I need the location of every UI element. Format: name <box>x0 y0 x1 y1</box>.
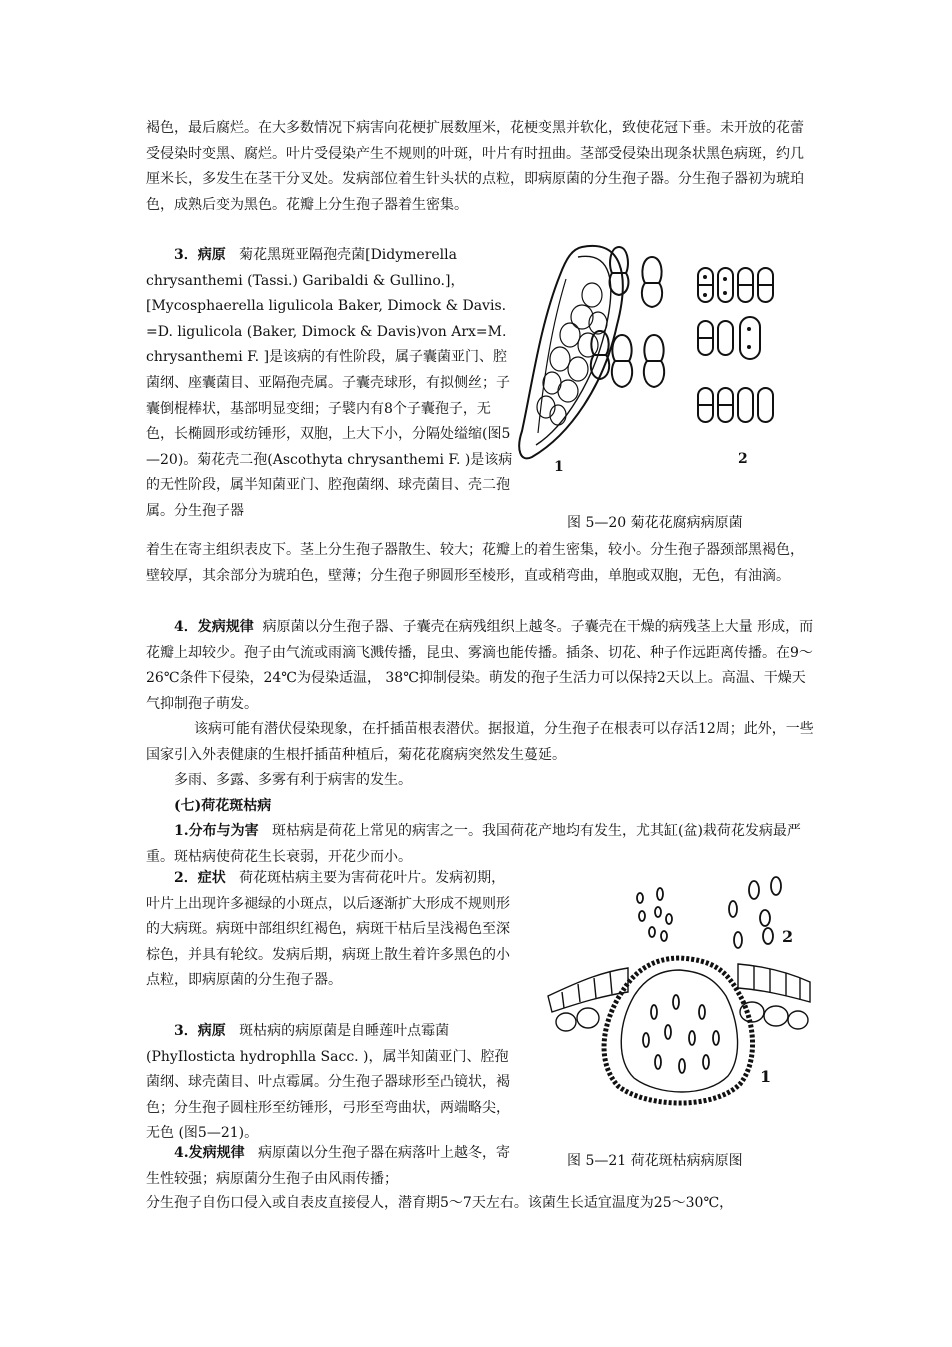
lotus-epidemiology-text: 病原菌以分生孢子器在病落叶上越冬，寄生性较强；病原菌分生孢子由风雨传播； <box>146 1145 510 1187</box>
lotus-distribution-heading: 1.分布与为害 <box>174 823 259 839</box>
section-epidemiology-heading: 4．发病规律 <box>174 619 254 635</box>
lotus-epidemiology-cont: 分生孢子自伤口侵入或自表皮直接侵人，潜育期5～7天左右。该菌生长适宜温度为25～30℃， <box>146 1195 734 1211</box>
lotus-pathogen-text: 斑枯病的病原菌是自睡莲叶点霉菌(PhyIlosticta hydrophlla Sacc. )，属半知菌亚门、腔孢菌纲、球壳菌目、叶点霉属。分生孢子器球形至凸镜状，褐色；分生孢子圆柱形至纺锤形，弓形至弯曲状，两端略尖，无色 (图5—21)。 <box>146 1023 510 1142</box>
lotus-symptoms-heading: 2．症状 <box>174 870 226 886</box>
section-lotus-heading: (七)荷花斑枯病 <box>174 798 272 814</box>
lotus-distribution-text: 斑枯病是荷花上常见的病害之一。我国荷花产地均有发生，尤其缸(盆)栽荷花发病最严重。斑枯病使荷花生长衰弱，开花少而小。 <box>146 823 801 865</box>
figure-5-20-label-2: 2 <box>738 451 748 467</box>
section-pathogen-heading: 3．病原 <box>174 247 226 263</box>
section-pathogen <box>146 243 518 525</box>
lotus-distribution <box>146 819 816 870</box>
paragraph-latent-infection: 该病可能有潜伏侵染现象，在扦插苗根表潜伏。据报道，分生孢子在根表可以存活12周；此外，一些国家引入外表健康的生根扦插苗种植后，菊花花腐病突然发生蔓延。 <box>146 721 814 763</box>
figure-5-21-label-1: 1 <box>760 1067 772 1086</box>
figure-5-20-label-1: 1 <box>554 459 564 475</box>
figure-5-21-label-2: 2 <box>782 927 794 946</box>
lotus-pathogen-heading: 3．病原 <box>174 1023 226 1039</box>
figure-5-20-caption: 图 5—20 菊花花腐病病原菌 <box>567 515 743 531</box>
paragraph-symptoms-cont: 褐色，最后腐烂。在大多数情况下病害向花梗扩展数厘米，花梗变黑并软化，致使花冠下垂。未开放的花蕾受侵染时变黑、腐烂。叶片受侵染产生不规则的叶斑，叶片有时扭曲。茎部受侵染出现条状黑色病斑，约几厘米长，多发生在茎干分叉处。发病部位着生针头状的点粒，即病原菌的分生孢子器。分生孢子器初为琥珀色，成熟后变为黑色。花瓣上分生孢子器着生密集。 <box>146 120 804 213</box>
paragraph-rain: 多雨、多露、多雾有利于病害的发生。 <box>174 772 412 788</box>
lotus-pathogen <box>146 1019 518 1147</box>
lotus-epidemiology <box>146 1141 518 1192</box>
section-pathogen-text: 菊花黑斑亚隔孢壳菌[Didymerella chrysanthemi (Tassi.) Garibaldi & Gullino.]，[Mycosphaerella ligulicola Baker, Dimock & Davis. =D. ligulicola (Baker, Dimock & Davis)von Arx=M. chrysanthemi F. ]是该病的有性阶段，属子囊菌亚门、腔菌纲、座囊菌目、亚隔孢壳属。子囊壳球形，有拟侧丝；子囊倒棍棒状，基部明显变细；子襞内有8个子囊孢子，无色，长椭圆形或纺锤形，双胞，上大下小，分隔处缢缩(图5—20)。菊花壳二孢(Ascothyta chrysanthemi F. )是该病的无性阶段，属半知菌亚门、腔孢菌纲、球壳菌目、壳二孢属。分生孢子器 <box>146 247 513 519</box>
lotus-epidemiology-heading: 4.发病规律 <box>174 1145 245 1161</box>
section-epidemiology-text: 病原菌以分生孢子器、子囊壳在病残组织上越冬。子囊壳在干燥的病残茎上大量 形成，而花瓣上却较少。孢子由气流或雨滴飞溅传播，昆虫、雾滴也能传播。插条、切花、种子作远距离传播。在9～26℃条件下侵染，24℃为侵染适温， 38℃抑制侵染。萌发的孢子生活力可以保持2天以上。高温、干燥天气抑制孢子萌发。 <box>146 619 814 712</box>
section-pathogen-cont: 着生在寄主组织表皮下。茎上分生孢子器散生、较大；花瓣上的着生密集，较小。分生孢子器颈部黑褐色，壁较厚，其余部分为琥珀色，壁薄；分生孢子卵圆形至棱形，直或稍弯曲，单胞或双胞，无色，有油滴。 <box>146 542 804 584</box>
figure-5-21-drawing <box>542 872 814 1117</box>
figure-5-20-drawing <box>512 235 812 500</box>
section-epidemiology <box>146 615 816 717</box>
lotus-symptoms <box>146 866 518 994</box>
lotus-symptoms-text: 荷花斑枯病主要为害荷花叶片。发病初期，叶片上出现许多褪绿的小斑点，以后逐渐扩大形成不规则形的大病斑。病斑中部组织红褐色，病斑干枯后呈浅褐色至深棕色，并具有轮纹。发病后期，病斑上散生着许多黑色的小点粒，即病原菌的分生孢子器。 <box>146 870 510 989</box>
figure-5-21-caption: 图 5—21 荷花斑枯病病原图 <box>567 1153 743 1169</box>
